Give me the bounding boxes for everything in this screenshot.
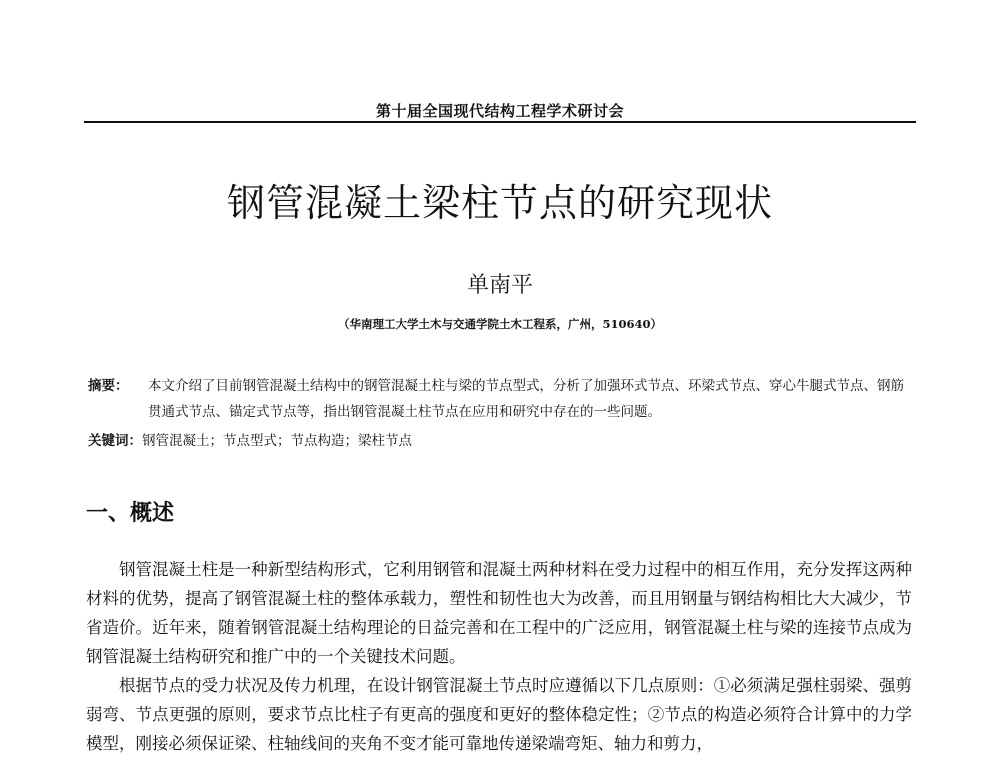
abstract-text: 本文介绍了目前钢管混凝土结构中的钢管混凝土柱与梁的节点型式，分析了加强环式节点、环梁式节点、穿心牛腿式节点、钢筋贯通式节点、锚定式节点等，指出钢管混凝土柱节点在应用和研究中存在的一些问题。	[148, 378, 904, 420]
abstract-block	[88, 373, 910, 425]
paper-title: 钢管混凝土梁柱节点的研究现状	[226, 181, 773, 225]
author-affiliation: （华南理工大学土木与交通学院土木工程系，广州，510640）	[337, 317, 662, 331]
body-paragraph: 根据节点的受力状况及传力机理，在设计钢管混凝土节点时应遵循以下几点原则：①必须满足强柱弱梁、强剪弱弯、节点更强的原则，要求节点比柱子有更高的强度和更好的整体稳定性；②节点的构造必须符合计算中的力学模型，刚接必须保证梁、柱轴线间的夹角不变才能可靠地传递梁端弯矩、轴力和剪力，	[86, 676, 912, 753]
keywords-text: 钢管混凝土；节点型式；节点构造；梁柱节点	[142, 433, 412, 449]
body-paragraph: 钢管混凝土柱是一种新型结构形式，它利用钢管和混凝土两种材料在受力过程中的相互作用，充分发挥这两种材料的优势，提高了钢管混凝土柱的整体承载力，塑性和韧性也大为改善，而且用钢量与钢结构相比大大减少，节省造价。近年来，随着钢管混凝土结构理论的日益完善和在工程中的广泛应用，钢管混凝土柱与梁的连接节点成为钢管混凝土结构研究和推广中的一个关键技术问题。	[86, 560, 912, 666]
keywords-block	[88, 429, 910, 449]
author-name: 单南平	[466, 273, 533, 298]
section-body	[86, 555, 912, 758]
running-header: 第十届全国现代结构工程学术研讨会	[375, 102, 624, 120]
header-rule	[84, 121, 916, 123]
abstract-label: 摘要：	[88, 378, 129, 394]
section-heading: 一、概述	[86, 501, 175, 526]
keywords-label: 关键词：	[88, 433, 142, 449]
